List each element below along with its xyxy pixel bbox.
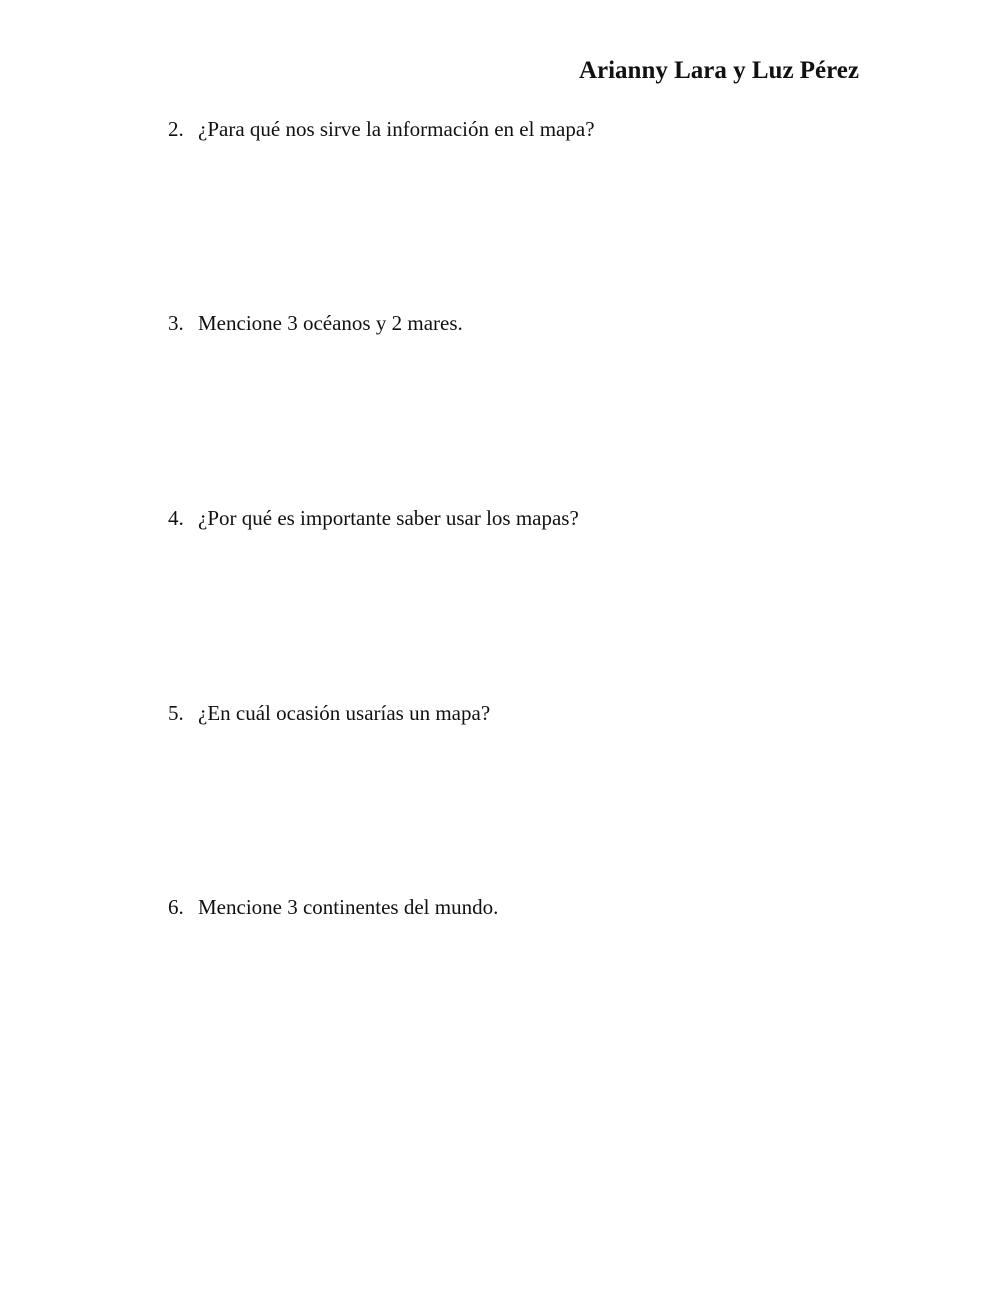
question-number: 5.	[168, 701, 184, 725]
question-3	[168, 311, 463, 336]
question-text: Mencione 3 océanos y 2 mares.	[198, 311, 463, 335]
question-text: ¿Para qué nos sirve la información en el mapa?	[198, 117, 595, 141]
question-number: 3.	[168, 311, 184, 335]
question-text: ¿Por qué es importante saber usar los mapas?	[198, 506, 579, 530]
answer-area-6[interactable]	[168, 930, 858, 1230]
answer-area-5[interactable]	[168, 735, 858, 875]
question-number: 4.	[168, 506, 184, 530]
question-number: 2.	[168, 117, 184, 141]
question-6	[168, 895, 498, 920]
question-text: Mencione 3 continentes del mundo.	[198, 895, 499, 919]
question-2	[168, 117, 595, 142]
answer-area-4[interactable]	[168, 540, 858, 680]
question-text: ¿En cuál ocasión usarías un mapa?	[198, 701, 491, 725]
answer-area-3[interactable]	[168, 345, 858, 485]
answer-area-2[interactable]	[168, 150, 858, 290]
authors-heading: Arianny Lara y Luz Pérez	[578, 57, 859, 84]
question-5	[168, 701, 490, 726]
question-4	[168, 506, 579, 531]
question-number: 6.	[168, 895, 184, 919]
